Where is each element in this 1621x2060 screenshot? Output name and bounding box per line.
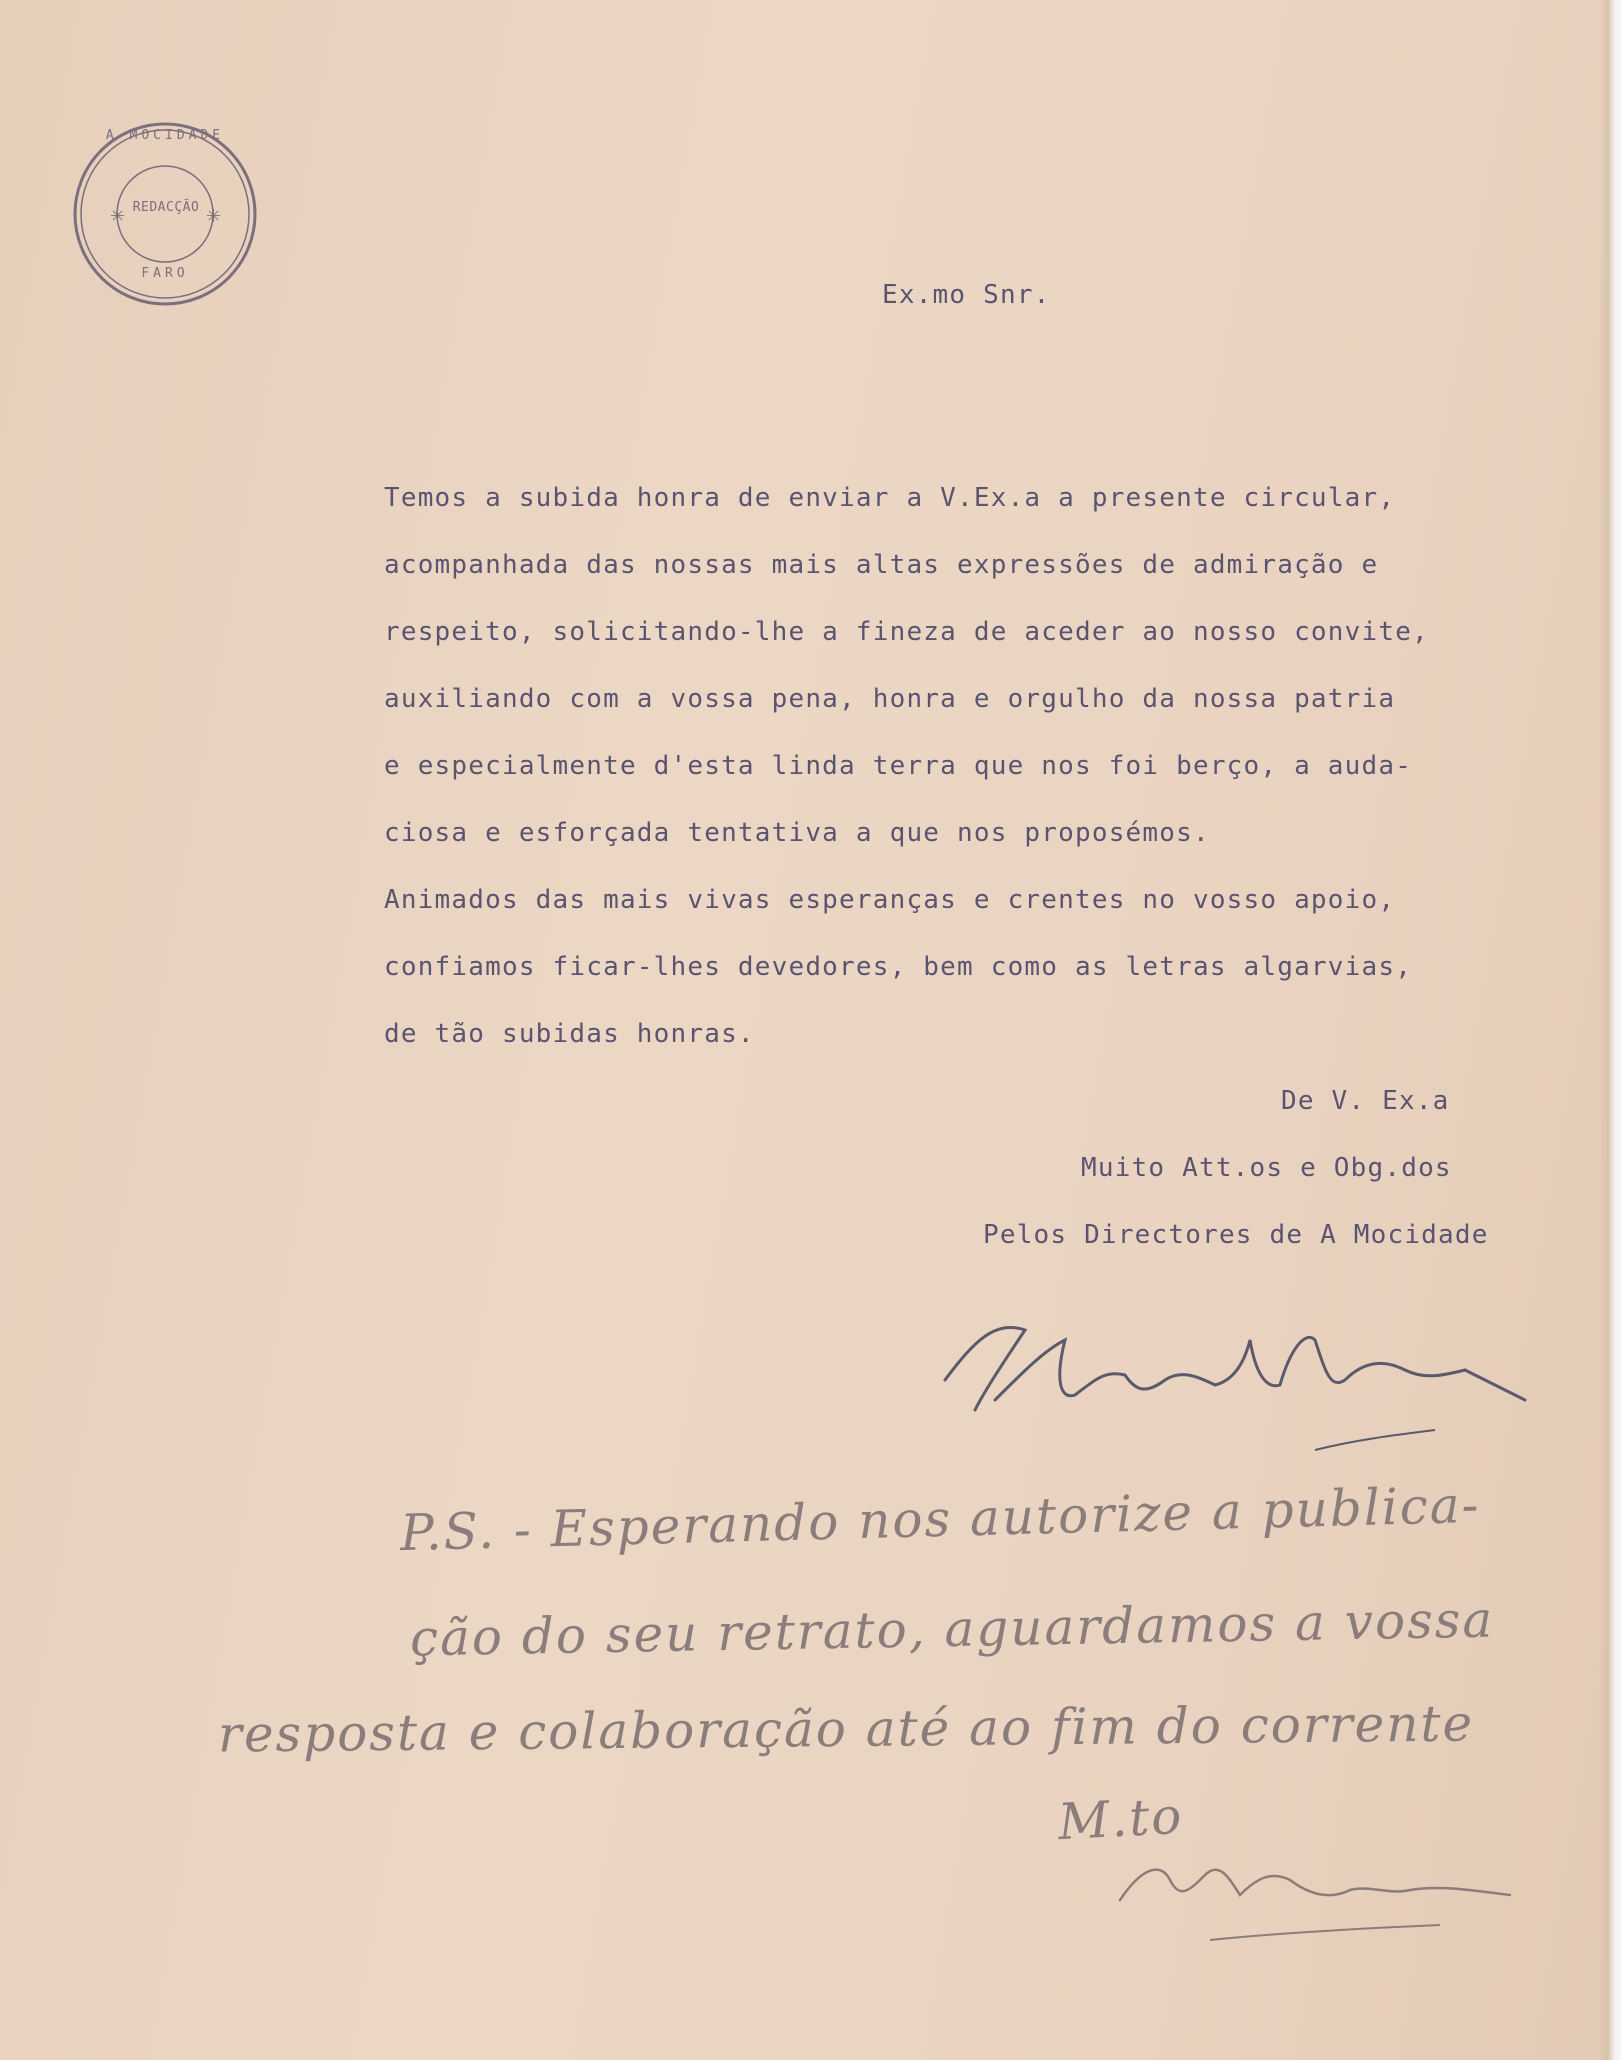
body-line: ciosa e esforçada tentativa a que nos proposémos.	[384, 818, 1210, 848]
closing-line-1: De V. Ex.a	[1281, 1086, 1450, 1116]
body-line: de tão subidas honras.	[384, 1019, 755, 1049]
svg-text:✳: ✳	[110, 206, 126, 227]
postscript-line: P.S. - Esperando nos autorize a publica-	[399, 1475, 1482, 1563]
body-line: respeito, solicitando-lhe a fineza de aceder ao nosso convite,	[384, 617, 1429, 647]
salutation: Ex.mo Snr.	[882, 280, 1051, 310]
body-line: auxiliando com a vossa pena, honra e orgulho da nossa patria	[384, 684, 1396, 714]
closing-line-2: Muito Att.os e Obg.dos	[1081, 1153, 1452, 1183]
body-line: e especialmente d'esta linda terra que nos foi berço, a auda-	[384, 751, 1413, 781]
stamp-center: REDACÇÃO	[132, 200, 200, 215]
stamp-place: FARO	[141, 266, 189, 281]
paper-edge	[1599, 0, 1621, 2060]
postscript-line: ção do seu retrato, aguardamos a vossa	[409, 1590, 1495, 1668]
signature	[935, 1300, 1535, 1460]
postscript-line: resposta e colaboração até ao fim do corrente	[217, 1694, 1475, 1764]
postscript-line: M.to	[1056, 1786, 1185, 1852]
body-line: confiamos ficar-lhes devedores, bem como as letras algarvias,	[384, 952, 1413, 982]
postscript-signature	[1110, 1840, 1530, 1950]
stamp-label: A MOCIDADE	[105, 128, 225, 143]
closing-line-3: Pelos Directores de A Mocidade	[983, 1220, 1489, 1250]
body-line: acompanhada das nossas mais altas expressões de admiração e	[384, 550, 1379, 580]
letter-body	[384, 478, 1429, 1081]
body-line: Animados das mais vivas esperanças e crentes no vosso apoio,	[384, 885, 1396, 915]
body-line: Temos a subida honra de enviar a V.Ex.a a presente circular,	[384, 483, 1396, 513]
svg-text:✳: ✳	[206, 206, 222, 227]
